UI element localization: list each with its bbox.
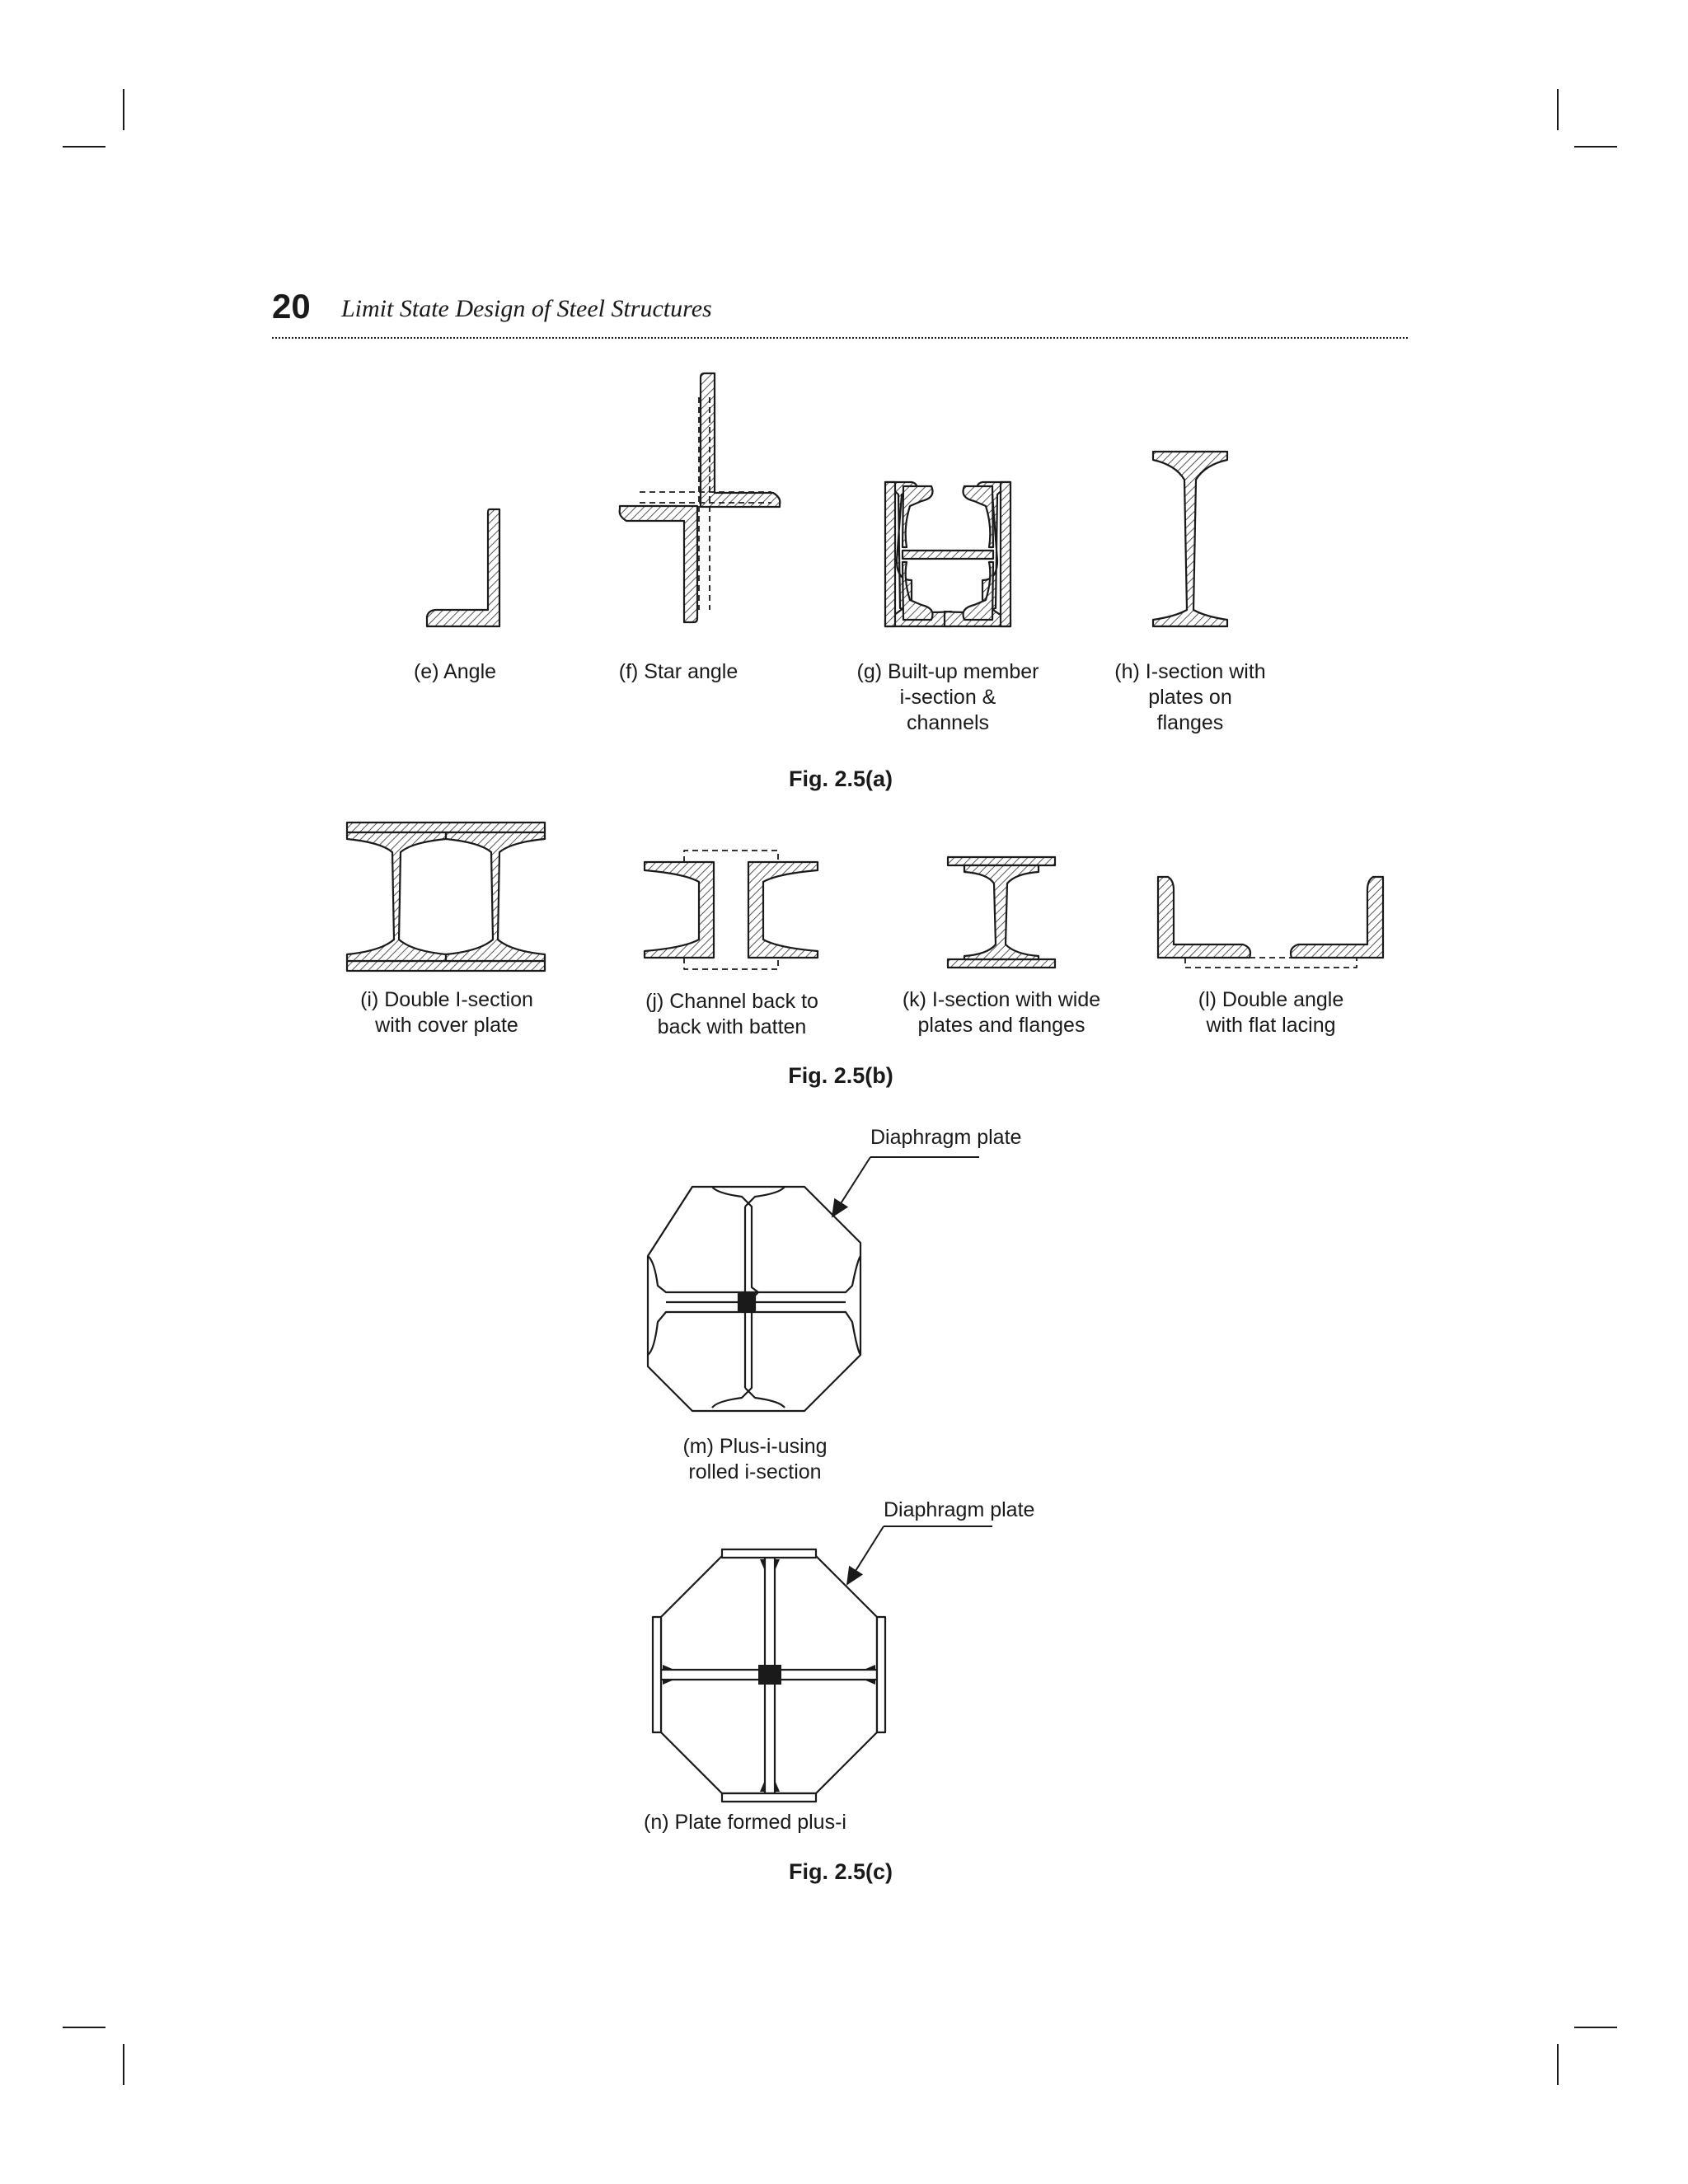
plus-i-rolled-drawing — [648, 1187, 860, 1411]
star-angle-drawing — [620, 373, 781, 622]
running-title: Limit State Design of Steel Structures — [341, 295, 712, 322]
caption-m-plus-i-rolled: (m) Plus-i-using rolled i-section — [682, 1435, 828, 1483]
caption-e-angle: (e) Angle — [413, 660, 497, 683]
double-i-section-drawing — [347, 823, 545, 971]
label-diaphragm-plate-m: Diaphragm plate — [870, 1126, 1022, 1149]
diaphragm-leader-n — [847, 1526, 992, 1584]
page-number: 20 — [272, 287, 311, 326]
built-up-member-drawing — [885, 482, 1010, 626]
figure-title-2-5c: Fig. 2.5(c) — [788, 1859, 893, 1884]
caption-f-star-angle: (f) Star angle — [618, 660, 738, 683]
i-section-wide-plates-drawing — [948, 857, 1055, 968]
caption-j-channel-back-to-back: (j) Channel back to back with batten — [645, 990, 818, 1038]
caption-l-double-angle: (l) Double angle with flat lacing — [1198, 988, 1344, 1037]
caption-n-plate-formed-plus-i: (n) Plate formed plus-i — [644, 1811, 846, 1834]
plus-i-plate-formed-drawing — [653, 1549, 885, 1802]
caption-g-built-up-member: (g) Built-up member i-section & channels — [856, 660, 1039, 734]
label-diaphragm-plate-n: Diaphragm plate — [884, 1498, 1035, 1521]
i-section-plates-drawing — [1153, 452, 1227, 626]
figure-title-2-5a: Fig. 2.5(a) — [788, 766, 893, 791]
channel-back-to-back-drawing — [645, 851, 818, 969]
caption-h-i-section-plates: (h) I-section with plates on flanges — [1114, 660, 1266, 734]
double-angle-drawing — [1158, 877, 1383, 968]
angle-section-drawing — [427, 509, 499, 626]
caption-k-i-section-wide-plates: (k) I-section with wide plates and flanges — [902, 988, 1101, 1037]
figure-title-2-5b: Fig. 2.5(b) — [788, 1063, 893, 1088]
diaphragm-leader-m — [832, 1157, 979, 1216]
caption-i-double-i-section: (i) Double I-section with cover plate — [360, 988, 533, 1037]
